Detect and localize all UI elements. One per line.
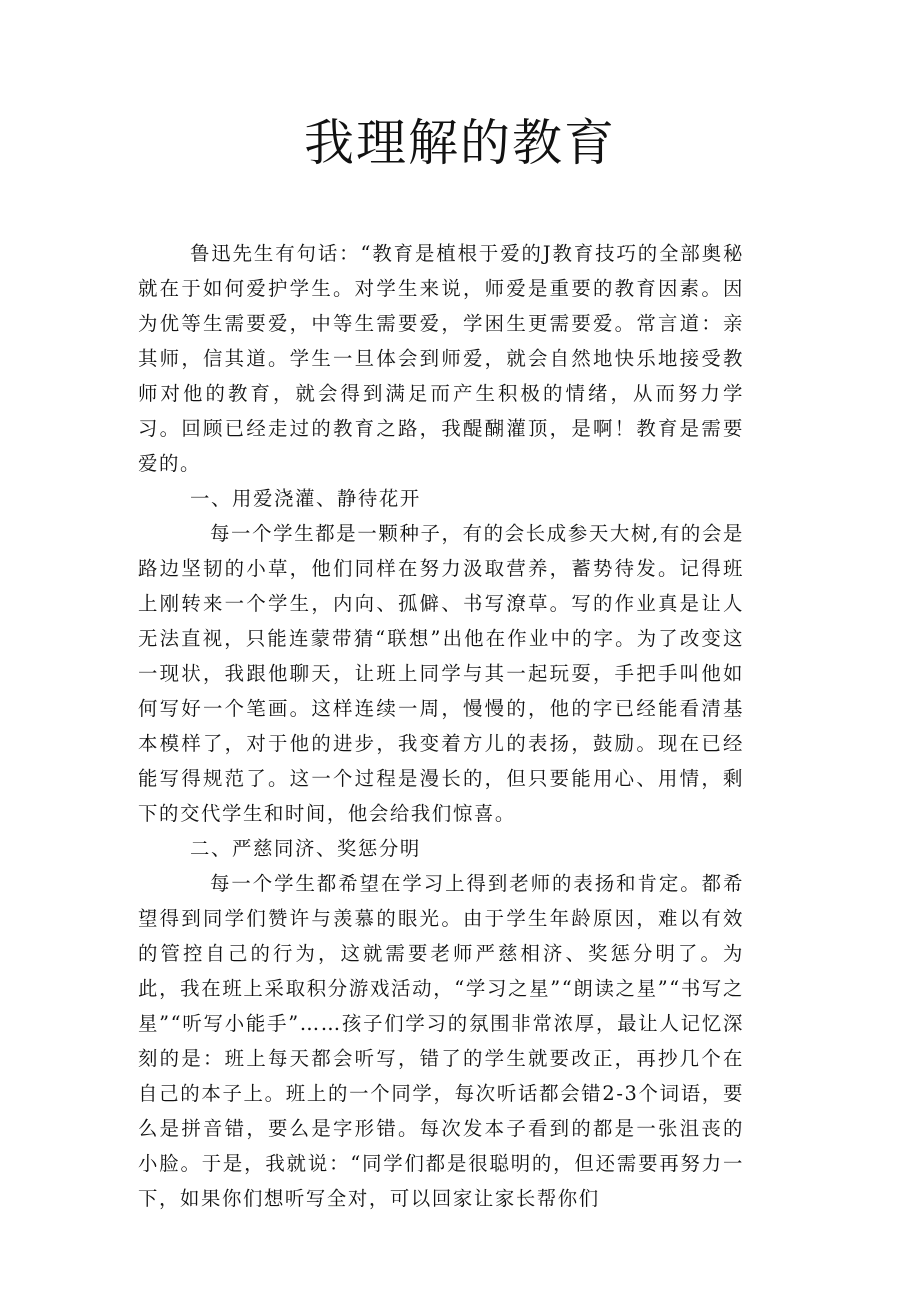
intro-paragraph: 鲁迅先生有句话：“教育是植根于爱的J教育技巧的全部奥秘就在于如何爱护学生。对学生来说，师爱是重要的教育因素。因为优等生需要爱，中等生需要爱，学困生更需要爱。常言道：亲其师，信其道。学生一旦体会到师爱，就会自然地快乐地接受教师对他的教育，就会得到满足而产生积极的情绪，从而努力学习。回顾已经走过的教育之路，我醍醐灌顶，是啊！教育是需要爱的。: [138, 242, 744, 475]
section-heading-2: 二、严慈同济、奖惩分明: [190, 837, 421, 860]
document-title: 我理解的教育: [304, 114, 616, 172]
document-body: [138, 236, 744, 1216]
section-2-paragraph: 每一个学生都希望在学习上得到老师的表扬和肯定。都希望得到同学们赞许与羡慕的眼光。由于学生年龄原因，难以有效的管控自己的行为，这就需要老师严慈相济、奖惩分明了。为此，我在班上采取积分游戏活动，“学习之星”“朗读之星”“书写之星”“听写小能手”……孩子们学习的氛围非常浓厚，最让人记忆深刻的是：班上每天都会听写，错了的学生就要改正，再抄几个在自己的本子上。班上的一个同学，每次听话都会错2-3个词语，要么是拼音错，要么是字形错。每次发本子看到的都是一张沮丧的小脸。于是，我就说：“同学们都是很聪明的，但还需要再努力一下，如果你们想听写全对，可以回家让家长帮你们: [138, 872, 744, 1210]
section-heading-1: 一、用爱浇灌、静待花开: [190, 487, 421, 510]
section-1-paragraph: 每一个学生都是一颗种子，有的会长成参天大树,有的会是路边坚韧的小草，他们同样在努力汲取营养，蓄势待发。记得班上刚转来一个学生，内向、孤僻、书写潦草。写的作业真是让人无法直视，只能连蒙带猜“联想”出他在作业中的字。为了改变这一现状，我跟他聊天，让班上同学与其一起玩耍，手把手叫他如何写好一个笔画。这样连续一周，慢慢的，他的字已经能看清基本模样了，对于他的进步，我变着方儿的表扬，鼓励。现在已经能写得规范了。这一个过程是漫长的，但只要能用心、用情，剩下的交代学生和时间，他会给我们惊喜。: [138, 522, 744, 825]
